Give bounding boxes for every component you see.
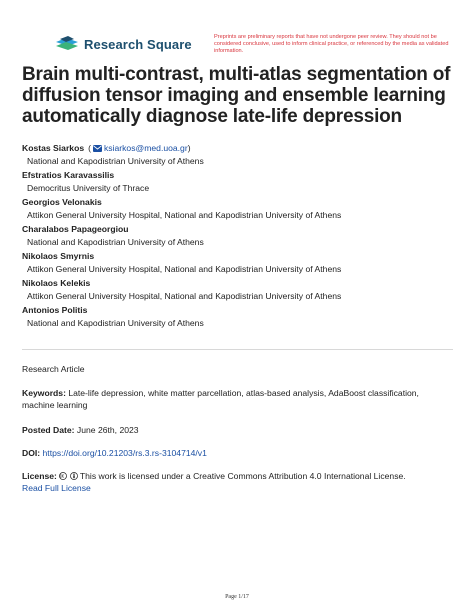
author-name: Nikolaos Smyrnis bbox=[22, 250, 95, 261]
article-type: Research Article bbox=[22, 364, 85, 374]
author-name: Georgios Velonakis bbox=[22, 196, 102, 207]
research-square-logo[interactable] bbox=[56, 36, 192, 52]
attribution-icon bbox=[70, 472, 78, 480]
keywords-label: Keywords: bbox=[22, 388, 66, 398]
email-link[interactable]: ksiarkos@med.uoa.gr bbox=[103, 142, 188, 153]
author-name: Kostas Siarkos bbox=[22, 142, 85, 153]
license bbox=[22, 471, 452, 494]
author-name: Charalabos Papageorgiou bbox=[22, 223, 129, 234]
author-affiliation: National and Kapodistrian University of Athens bbox=[27, 318, 204, 328]
section-divider bbox=[22, 349, 453, 350]
author-name: Efstratios Karavassilis bbox=[22, 169, 115, 180]
author-name: Nikolaos Kelekis bbox=[22, 277, 91, 288]
author-affiliation: Attikon General University Hospital, National and Kapodistrian University of Athens bbox=[27, 291, 342, 301]
author-entry bbox=[22, 170, 462, 195]
keywords-value: Late-life depression, white matter parcellation, atlas-based analysis, AdaBoost classification, machine learning bbox=[22, 388, 419, 410]
keywords bbox=[22, 388, 452, 411]
author-entry bbox=[22, 251, 462, 276]
license-label: License: bbox=[22, 471, 57, 481]
doi bbox=[22, 448, 452, 460]
doi-link[interactable]: https://doi.org/10.21203/rs.3.rs-3104714/v1 bbox=[42, 448, 207, 458]
posted-date bbox=[22, 425, 452, 437]
author-entry bbox=[22, 143, 462, 168]
license-text: This work is licensed under a Creative Commons Attribution 4.0 International License. bbox=[79, 471, 406, 481]
email-icon bbox=[93, 145, 102, 152]
creative-commons-icon bbox=[59, 472, 67, 480]
author-entry bbox=[22, 305, 462, 330]
header bbox=[56, 34, 454, 64]
page-number: Page 1/17 bbox=[225, 594, 249, 600]
logo-text: Research Square bbox=[84, 36, 192, 52]
posted-date-value: June 26th, 2023 bbox=[76, 425, 139, 435]
author-affiliation: Democritus University of Thrace bbox=[27, 183, 150, 193]
author-affiliation: Attikon General University Hospital, National and Kapodistrian University of Athens bbox=[27, 264, 342, 274]
paper-title: Brain multi-contrast, multi-atlas segmentation of diffusion tensor imaging and ensemble learning automatically diagnose late-life depression bbox=[22, 64, 451, 127]
author-entry bbox=[22, 224, 462, 249]
author-affiliation: National and Kapodistrian University of Athens bbox=[27, 237, 204, 247]
posted-date-label: Posted Date: bbox=[22, 425, 75, 435]
author-affiliation: National and Kapodistrian University of Athens bbox=[27, 156, 204, 166]
doi-label: DOI: bbox=[22, 448, 41, 458]
research-square-logo-icon bbox=[56, 36, 78, 52]
author-entry bbox=[22, 278, 462, 303]
preprint-disclaimer: Preprints are preliminary reports that have not undergone peer review. They should not be considered conclusive, used to inform clinical practice, or referenced by the media as validated information. bbox=[214, 34, 449, 54]
read-full-license-link[interactable]: Read Full License bbox=[22, 482, 91, 493]
author-email[interactable]: ( ksiarkos@med.uoa.gr) bbox=[88, 142, 191, 153]
author-affiliation: Attikon General University Hospital, National and Kapodistrian University of Athens bbox=[27, 210, 342, 220]
author-name: Antonios Politis bbox=[22, 304, 88, 315]
author-list bbox=[22, 140, 462, 329]
author-entry bbox=[22, 197, 462, 222]
